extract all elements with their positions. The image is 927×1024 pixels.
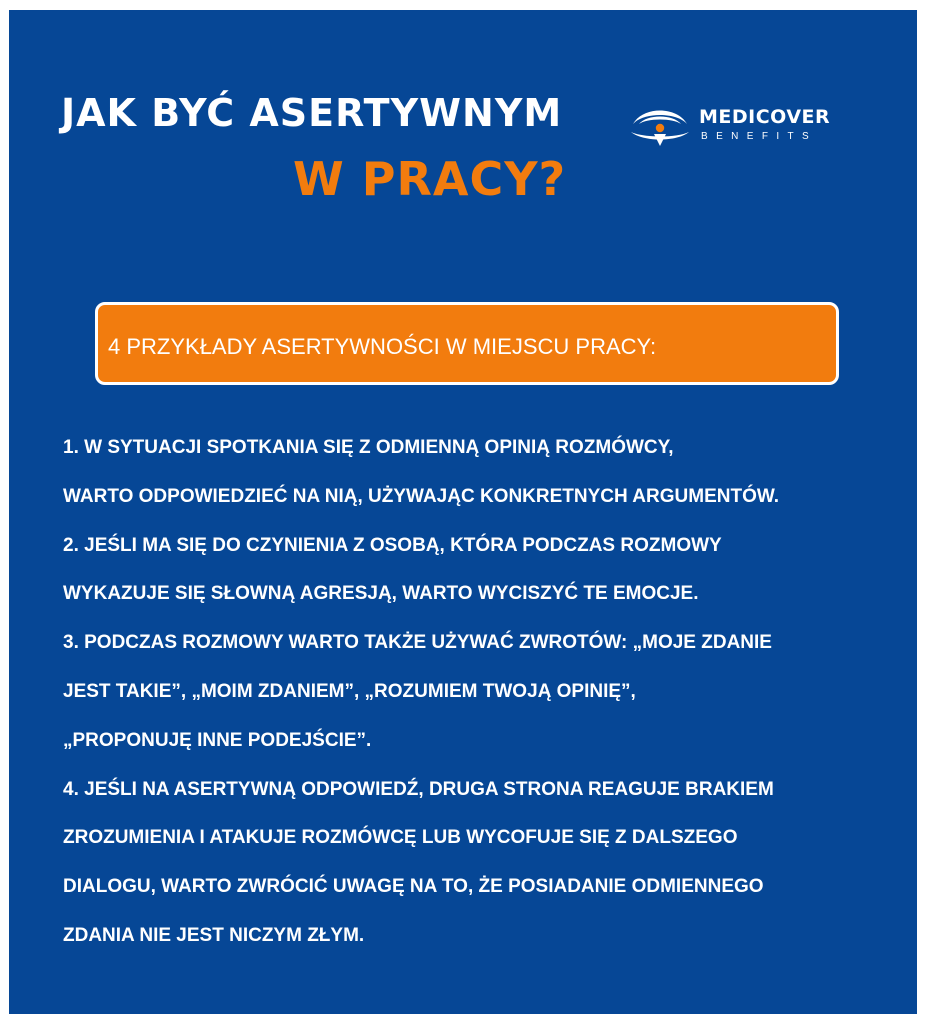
section-banner: [95, 302, 839, 385]
logo-name: MEDICOVER: [699, 106, 831, 128]
text-line: 4. JEŚLI NA ASERTYWNĄ ODPOWIEDŹ, DRUGA STRONA REAGUJE BRAKIEM: [63, 778, 774, 800]
text-line: 3. PODCZAS ROZMOWY WARTO TAKŻE UŻYWAĆ ZWROTÓW: „MOJE ZDANIE: [63, 632, 772, 654]
text-line: „PROPONUJĘ INNE PODEJŚCIE”.: [63, 729, 372, 751]
text-line: JEST TAKIE”, „MOIM ZDANIEM”, „ROZUMIEM TWOJĄ OPINIĘ”,: [63, 680, 636, 702]
banner-text: 4 PRZYKŁADY ASERTYWNOŚCI W MIEJSCU PRACY:: [108, 334, 657, 359]
text-line: 2. JEŚLI MA SIĘ DO CZYNIENIA Z OSOBĄ, KTÓRA PODCZAS ROZMOWY: [63, 534, 722, 556]
medicover-benefits-logo: [629, 102, 849, 148]
text-line: ZDANIA NIE JEST NICZYM ZŁYM.: [63, 924, 365, 946]
text-line: WARTO ODPOWIEDZIEĆ NA NIĄ, UŻYWAJĄC KONKRETNYCH ARGUMENTÓW.: [63, 485, 780, 507]
text-line: WYKAZUJE SIĘ SŁOWNĄ AGRESJĄ, WARTO WYCISZYĆ TE EMOCJE.: [63, 583, 699, 605]
medicover-logo-icon: [629, 102, 691, 148]
infographic-panel: [9, 10, 917, 1014]
examples-list: [63, 430, 903, 967]
text-line: 1. W SYTUACJI SPOTKANIA SIĘ Z ODMIENNĄ OPINIĄ ROZMÓWCY,: [63, 437, 674, 458]
logo-subtitle: BENEFITS: [701, 131, 818, 142]
title-line-1: JAK BYĆ ASERTYWNYM: [61, 91, 563, 135]
text-line: ZROZUMIENIA I ATAKUJE ROZMÓWCĘ LUB WYCOFUJE SIĘ Z DALSZEGO: [63, 827, 738, 849]
text-line: DIALOGU, WARTO ZWRÓCIĆ UWAGĘ NA TO, ŻE POSIADANIE ODMIENNEGO: [63, 876, 764, 898]
title-line-2: W PRACY?: [293, 152, 567, 206]
